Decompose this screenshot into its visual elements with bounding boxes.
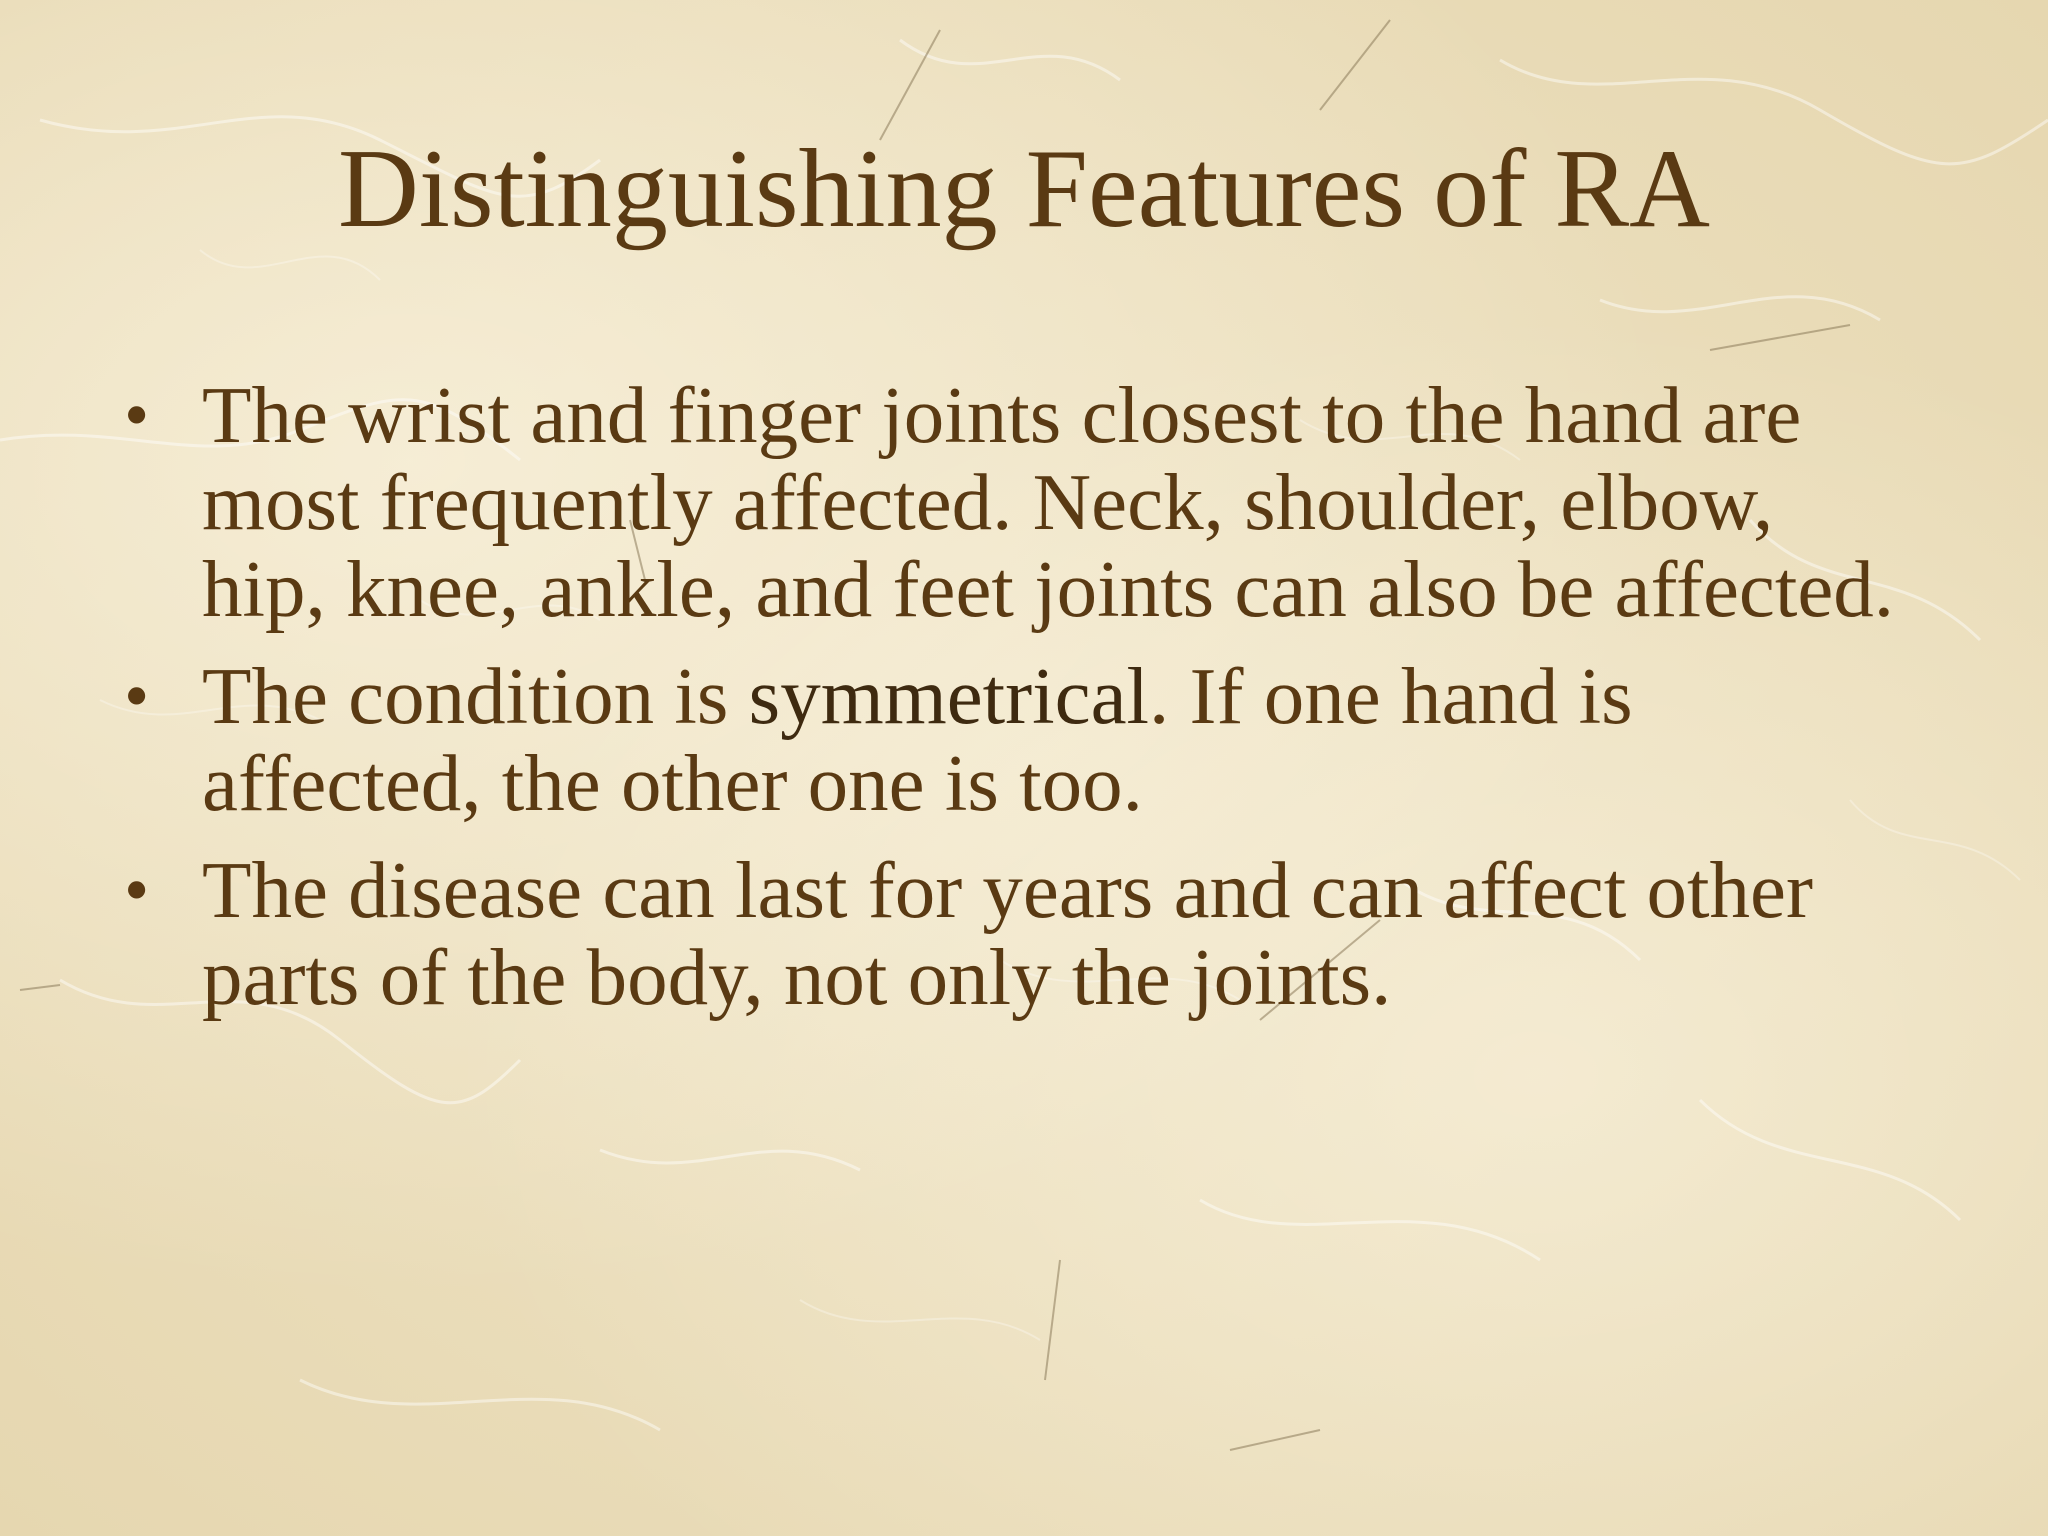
bullet-text-after: . If one hand is affected, the other one is too.: [202, 651, 1633, 828]
bullet-item: [120, 653, 1910, 827]
bullet-item: [120, 847, 1910, 1021]
slide-title: Distinguishing Features of RA: [338, 127, 1710, 251]
bullet-text: The disease can last for years and can affect other parts of the body, not only the joints.: [202, 845, 1813, 1022]
bullet-text: The wrist and finger joints closest to the hand are most frequently affected. Neck, shoulder, elbow, hip, knee, ankle, and feet joints can also be affected.: [202, 370, 1895, 634]
bullet-emphasis: symmetrical: [748, 651, 1150, 741]
bullet-text-before: The condition is: [202, 651, 749, 741]
bullet-glyph: •: [124, 850, 150, 930]
bullet-glyph: •: [124, 375, 150, 455]
bullet-item: [120, 372, 1910, 633]
bullet-glyph: •: [124, 656, 150, 736]
bullet-list: [120, 372, 1910, 1041]
